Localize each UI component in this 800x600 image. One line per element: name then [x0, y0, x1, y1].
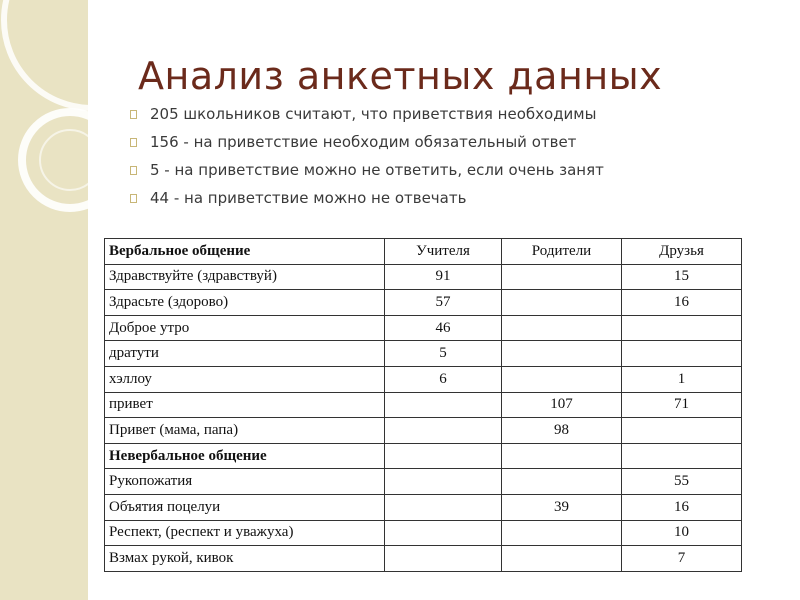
cell-teachers: 91: [385, 264, 502, 290]
table-row: [105, 520, 742, 546]
cell-parents: [502, 315, 622, 341]
bullet-marker-icon: [130, 110, 137, 119]
cell-friends: 15: [622, 264, 742, 290]
cell-friends: 71: [622, 392, 742, 418]
header-verbal: Вербальное общение: [105, 239, 385, 265]
cell-teachers: [385, 418, 502, 444]
cell-category: Здравствуйте (здравствуй): [105, 264, 385, 290]
decorative-side-band: [0, 0, 88, 600]
table-row: [105, 494, 742, 520]
cell-parents: [502, 341, 622, 367]
cell-friends: [622, 443, 742, 469]
cell-friends: [622, 341, 742, 367]
cell-category: дратути: [105, 341, 385, 367]
table-row: [105, 418, 742, 444]
bullet-text: 156 - на приветствие необходим обязательный ответ: [150, 133, 577, 151]
cell-friends: [622, 418, 742, 444]
bullet-marker-icon: [130, 138, 137, 147]
table-row: [105, 366, 742, 392]
table-row: [105, 290, 742, 316]
header-parents: Родители: [502, 239, 622, 265]
cell-friends: 7: [622, 546, 742, 572]
survey-table: [104, 238, 742, 572]
cell-friends: [622, 315, 742, 341]
cell-parents: [502, 290, 622, 316]
table-row: [105, 315, 742, 341]
bullet-list: [130, 100, 604, 212]
cell-parents: [502, 546, 622, 572]
bullet-marker-icon: [130, 166, 137, 175]
cell-teachers: [385, 520, 502, 546]
bullet-marker-icon: [130, 194, 137, 203]
cell-category: Здрасьте (здорово): [105, 290, 385, 316]
bullet-item: [130, 156, 604, 184]
cell-category: Привет (мама, папа): [105, 418, 385, 444]
cell-parents: [502, 520, 622, 546]
cell-friends: 16: [622, 290, 742, 316]
slide-title: Анализ анкетных данных: [138, 54, 663, 98]
cell-category: Объятия поцелуи: [105, 494, 385, 520]
cell-teachers: 6: [385, 366, 502, 392]
section-header-nonverbal: Невербальное общение: [105, 443, 385, 469]
bullet-item: [130, 184, 604, 212]
cell-teachers: [385, 546, 502, 572]
cell-teachers: 46: [385, 315, 502, 341]
table-row: [105, 264, 742, 290]
cell-friends: 55: [622, 469, 742, 495]
table-row: [105, 341, 742, 367]
table-row: [105, 392, 742, 418]
cell-parents: [502, 264, 622, 290]
cell-category: привет: [105, 392, 385, 418]
cell-teachers: 57: [385, 290, 502, 316]
cell-friends: 10: [622, 520, 742, 546]
cell-teachers: [385, 443, 502, 469]
bullet-text: 5 - на приветствие можно не ответить, если очень занят: [150, 161, 604, 179]
table-row: [105, 546, 742, 572]
table-row: [105, 469, 742, 495]
cell-friends: 1: [622, 366, 742, 392]
decorative-rings: [0, 0, 88, 600]
bullet-text: 44 - на приветствие можно не отвечать: [150, 189, 467, 207]
cell-teachers: [385, 494, 502, 520]
table-header-row: [105, 239, 742, 265]
cell-teachers: 5: [385, 341, 502, 367]
bullet-item: [130, 100, 604, 128]
bullet-text: 205 школьников считают, что приветствия необходимы: [150, 105, 597, 123]
cell-category: Взмах рукой, кивок: [105, 546, 385, 572]
bullet-item: [130, 128, 604, 156]
cell-category: хэллоу: [105, 366, 385, 392]
cell-category: Доброе утро: [105, 315, 385, 341]
cell-parents: 107: [502, 392, 622, 418]
cell-friends: 16: [622, 494, 742, 520]
cell-category: Респект, (респект и уважуха): [105, 520, 385, 546]
header-teachers: Учителя: [385, 239, 502, 265]
cell-parents: [502, 443, 622, 469]
cell-teachers: [385, 469, 502, 495]
cell-parents: [502, 469, 622, 495]
cell-teachers: [385, 392, 502, 418]
cell-parents: 98: [502, 418, 622, 444]
cell-category: Рукопожатия: [105, 469, 385, 495]
header-friends: Друзья: [622, 239, 742, 265]
cell-parents: 39: [502, 494, 622, 520]
cell-parents: [502, 366, 622, 392]
table-section-row: [105, 443, 742, 469]
